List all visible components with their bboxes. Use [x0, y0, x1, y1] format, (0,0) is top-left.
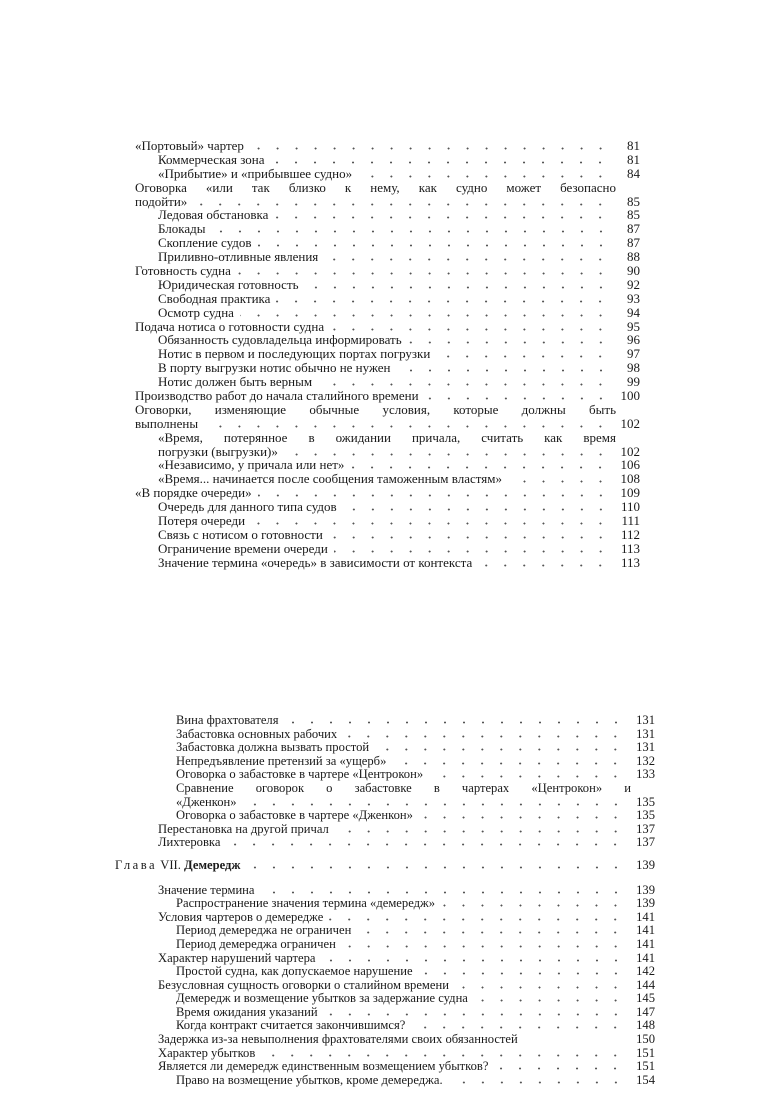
page-number: 141	[636, 950, 655, 965]
page-number: 141	[636, 909, 655, 924]
toc-entry	[115, 1047, 655, 1061]
toc-entry-text: Период демереджа не ограничен	[176, 923, 352, 938]
toc-entry-text: Является ли демередж единственным возмещением убытков?	[158, 1059, 489, 1074]
toc-entry-continuation	[115, 796, 655, 810]
page-number: 131	[636, 726, 655, 741]
toc-entry-text: Безусловная сущность оговорки о сталийном времени	[158, 977, 449, 992]
dot-leader	[240, 307, 610, 317]
dot-leader	[397, 362, 611, 372]
dot-leader	[429, 768, 625, 778]
toc-entry-text: Производство работ до начала сталийного времени	[135, 388, 419, 404]
dot-leader	[247, 859, 625, 869]
dot-leader	[251, 515, 610, 525]
toc-entry-text: Приливно-отливные явления	[158, 249, 319, 265]
toc-entry-continuation	[135, 417, 640, 431]
toc-entry-text: Свободная практика	[158, 290, 271, 306]
toc-entry-line	[135, 431, 640, 445]
dot-leader	[324, 1006, 625, 1016]
dot-leader	[375, 741, 625, 751]
page-number: 112	[620, 526, 640, 542]
toc-entry-text: Задержка из-за невыполнения фрахтователями своих обязанностей	[158, 1032, 518, 1047]
toc-entry	[115, 768, 655, 782]
toc-entry-line	[135, 403, 640, 417]
page-number: 132	[636, 753, 655, 768]
page-number: 87	[627, 221, 640, 237]
dot-leader	[455, 979, 625, 989]
toc-entry	[135, 528, 640, 542]
page-number: 144	[636, 977, 655, 992]
dot-leader	[193, 196, 610, 206]
page-number: 131	[636, 714, 655, 727]
page-number: 102	[620, 443, 640, 459]
toc-entry	[115, 741, 655, 755]
toc-entry	[115, 884, 655, 898]
toc-entry	[115, 728, 655, 742]
page-number: 87	[627, 235, 640, 251]
dot-leader	[212, 223, 610, 233]
page-number: 139	[636, 882, 655, 897]
dot-leader	[261, 884, 625, 894]
toc-entry	[115, 755, 655, 769]
toc-entry-text: «Время, потерянное в ожидании причала, считать как время	[158, 429, 616, 445]
toc-entry-text: «Время... начинается после сообщения таможенным властям»	[158, 471, 502, 487]
toc-entry	[115, 1006, 655, 1020]
dot-leader	[305, 279, 610, 289]
page-number: 150	[636, 1032, 655, 1047]
toc-entry-text: Значение термина «очередь» в зависимости от контекста	[158, 554, 473, 570]
page-number: 85	[627, 193, 640, 209]
dot-leader	[335, 823, 625, 833]
dot-leader	[261, 1047, 625, 1057]
page-number: 148	[636, 1018, 655, 1033]
toc-entry	[115, 952, 655, 966]
dot-leader	[330, 321, 610, 331]
toc-block-top	[135, 139, 640, 571]
dot-leader	[408, 334, 610, 344]
toc-entry	[115, 823, 655, 837]
page-number: 92	[627, 276, 640, 292]
dot-leader	[258, 237, 610, 247]
chapter-prefix: Глава	[115, 857, 158, 872]
toc-entry	[115, 965, 655, 979]
page-number: 135	[636, 794, 655, 809]
toc-entry-text: Блокады	[158, 221, 206, 237]
toc-entry-text: «Прибытие» и «прибывшее судно»	[158, 165, 353, 181]
page-number: 99	[627, 374, 640, 390]
toc-entry-text: Забастовка основных рабочих	[176, 726, 338, 741]
toc-entry-text: Простой судна, как допускаемое нарушение	[176, 964, 413, 979]
toc-list-chapter-6-tail	[115, 714, 655, 850]
page-number: 93	[627, 290, 640, 306]
toc-entry	[135, 292, 640, 306]
page-number: 100	[620, 388, 640, 404]
dot-leader	[274, 209, 610, 219]
dot-leader	[226, 836, 625, 846]
toc-entry-line	[135, 181, 640, 195]
page-number: 141	[636, 936, 655, 951]
toc-entry	[115, 924, 655, 938]
dot-leader	[285, 714, 626, 724]
page-number: 81	[627, 139, 640, 153]
toc-entry	[115, 1074, 655, 1088]
toc-entry-text: «Независимо, у причала или нет»	[158, 457, 345, 473]
dot-leader	[324, 251, 610, 261]
dot-leader	[343, 501, 610, 511]
toc-entry-text: Подача нотиса о готовности судна	[135, 318, 325, 334]
toc-entry-text: Когда контракт считается закончившимся?	[176, 1018, 406, 1033]
page-number: 139	[636, 857, 655, 872]
dot-leader	[343, 728, 625, 738]
toc-entry-text-cont: выполнены	[135, 415, 199, 431]
dot-leader	[237, 265, 610, 275]
dot-leader	[318, 376, 610, 386]
toc-entry-text: Ледовая обстановка	[158, 207, 269, 223]
dot-leader	[508, 473, 610, 483]
dot-leader	[250, 140, 610, 150]
toc-entry-text: Непредъявление претензий за «ущерб»	[176, 753, 387, 768]
toc-entry-text: Условия чартеров о демередже	[158, 909, 324, 924]
dot-leader	[329, 529, 610, 539]
page-number: 85	[627, 207, 640, 223]
toc-entry-continuation	[135, 195, 640, 209]
toc-entry-text: Забастовка должна вызвать простой	[176, 740, 370, 755]
toc-entry	[135, 458, 640, 472]
toc-entry	[135, 153, 640, 167]
toc-entry	[135, 264, 640, 278]
toc-entry	[115, 992, 655, 1006]
toc-entry	[115, 979, 655, 993]
toc-entry	[115, 911, 655, 925]
toc-entry	[135, 333, 640, 347]
toc-entry-text: Характер нарушений чартера	[158, 950, 316, 965]
toc-entry-text: Период демереджа ограничен	[176, 936, 336, 951]
toc-entry	[135, 236, 640, 250]
page-number: 81	[627, 151, 640, 167]
toc-entry-text: Характер убытков	[158, 1045, 256, 1060]
toc-entry-text-cont: «Дженкон»	[176, 794, 237, 809]
toc-entry-text: «В порядке очереди»	[135, 485, 252, 501]
toc-entry	[135, 514, 640, 528]
toc-entry-text: Лихтеровка	[158, 835, 221, 850]
page-number: 139	[636, 896, 655, 911]
dot-leader	[494, 1060, 625, 1070]
dot-leader	[350, 459, 610, 469]
page-number: 137	[636, 821, 655, 836]
page-number: 131	[636, 740, 655, 755]
dot-leader	[270, 154, 610, 164]
page-number: 96	[627, 332, 640, 348]
page-number: 97	[627, 346, 640, 362]
dot-leader	[204, 418, 610, 428]
toc-entry-text: Оговорки, изменяющие обычные условия, которые должны быть	[135, 401, 616, 417]
toc-entry-text: Демередж и возмещение убытков за задержание судна	[176, 991, 468, 1006]
dot-leader	[392, 755, 625, 765]
toc-entry	[115, 836, 655, 850]
page-number: 111	[621, 513, 640, 529]
page-number: 106	[620, 457, 640, 473]
toc-entry	[115, 1019, 655, 1033]
dot-leader	[276, 293, 610, 303]
toc-entry	[135, 306, 640, 320]
toc-entry	[135, 472, 640, 486]
page-number: 145	[636, 991, 655, 1006]
toc-entry-text: Обязанность судовладельца информировать	[158, 332, 402, 348]
toc-entry-text-cont: подойти»	[135, 193, 188, 209]
page-number: 98	[627, 360, 640, 376]
dot-leader	[357, 924, 625, 934]
page-number: 142	[636, 964, 655, 979]
page-number: 113	[620, 554, 640, 570]
page-number: 147	[636, 1004, 655, 1019]
toc-entry-text: «Портовый» чартер	[135, 139, 244, 153]
dot-leader	[474, 992, 625, 1002]
page-number: 95	[627, 318, 640, 334]
toc-entry-text: Скопление судов	[158, 235, 252, 251]
toc-entry	[135, 542, 640, 556]
toc-chapter-heading	[115, 859, 655, 873]
dot-leader	[284, 446, 610, 456]
page-number: 110	[620, 499, 640, 515]
page-number: 141	[636, 923, 655, 938]
page-number: 137	[636, 835, 655, 850]
toc-entry-line	[115, 782, 655, 796]
toc-entry-text: Время ожидания указаний	[176, 1004, 318, 1019]
toc-entry	[135, 556, 640, 570]
page-number: 133	[636, 767, 655, 782]
toc-entry-text: Оговорка о забастовке в чартере «Центрокон»	[176, 767, 424, 782]
toc-entry	[135, 139, 640, 153]
page-number: 151	[636, 1045, 655, 1060]
toc-entry-text: Право на возмещение убытков, кроме демереджа.	[176, 1072, 443, 1087]
toc-entry	[115, 897, 655, 911]
toc-entry-text: Ограничение времени очереди	[158, 540, 328, 556]
toc-entry-text: Распространение значения термина «демередж»	[176, 896, 436, 911]
toc-entry-text: Нотис в первом и последующих портах погрузки	[158, 346, 431, 362]
toc-entry-text: В порту выгрузки нотис обычно не нужен	[158, 360, 391, 376]
toc-entry	[115, 938, 655, 952]
toc-entry	[115, 809, 655, 823]
page-number: 154	[636, 1072, 655, 1087]
toc-list-chapter-7	[115, 884, 655, 1088]
toc-entry-text: Перестановка на другой причал	[158, 821, 329, 836]
toc-entry-text: Связь с нотисом о готовности	[158, 526, 323, 542]
toc-entry	[135, 486, 640, 500]
dot-leader	[258, 487, 610, 497]
toc-entry	[115, 1033, 655, 1047]
dot-leader	[419, 965, 625, 975]
dot-leader	[478, 557, 610, 567]
toc-entry	[135, 500, 640, 514]
dot-leader	[449, 1074, 625, 1084]
toc-entry-text: Потеря очереди	[158, 513, 246, 529]
toc-entry-text: Оговорка «или так близко к нему, как судно может безопасно	[135, 179, 616, 195]
page-number: 113	[620, 540, 640, 556]
toc-entry-text: Осмотр судна	[158, 304, 234, 320]
toc-entry-text: Готовность судна	[135, 263, 231, 279]
page-number: 109	[620, 485, 640, 501]
dot-leader	[358, 168, 610, 178]
page-number: 84	[627, 165, 640, 181]
dot-leader	[411, 1019, 625, 1029]
dot-leader	[334, 543, 610, 553]
toc-entry-text: Сравнение оговорок о забастовке в чартерах «Центрокон» и	[176, 780, 631, 795]
toc-entry-text: Оговорка о забастовке в чартере «Дженкон»	[176, 808, 413, 823]
dot-leader	[322, 952, 625, 962]
toc-entry-text: Очередь для данного типа судов	[158, 499, 337, 515]
toc-entry	[135, 375, 640, 389]
toc-block-bottom	[115, 714, 655, 1101]
toc-entry-text: Нотис должен быть верным	[158, 374, 313, 390]
dot-leader	[342, 938, 625, 948]
toc-entry	[115, 1060, 655, 1074]
toc-entry-text: Значение термина	[158, 882, 255, 897]
page-number: 94	[627, 304, 640, 320]
toc-entry	[135, 361, 640, 375]
dot-leader	[441, 897, 625, 907]
toc-entry	[115, 714, 655, 728]
page-number: 108	[620, 471, 640, 487]
page-number: 90	[627, 263, 640, 279]
toc-entry	[135, 389, 640, 403]
toc-entry	[135, 167, 640, 181]
dot-leader	[436, 348, 610, 358]
toc-entry	[135, 208, 640, 222]
page-number: 102	[620, 415, 640, 431]
chapter-title: Демередж	[184, 857, 241, 872]
toc-entry	[135, 320, 640, 334]
dot-leader	[419, 809, 625, 819]
page-number: 151	[636, 1059, 655, 1074]
page-number: 135	[636, 808, 655, 823]
toc-entry-text: Юридическая готовность	[158, 276, 299, 292]
chapter-number: VII.	[160, 857, 181, 872]
dot-leader	[329, 911, 625, 921]
toc-entry-text: Вина фрахтователя	[176, 714, 279, 727]
toc-entry	[135, 347, 640, 361]
toc-entry	[135, 250, 640, 264]
toc-entry-text: Коммерческая зона	[158, 151, 265, 167]
toc-entry-text-cont: погрузки (выгрузки)»	[158, 443, 278, 459]
toc-entry	[135, 222, 640, 236]
toc-entry	[135, 278, 640, 292]
dot-leader	[524, 1033, 625, 1043]
dot-leader	[425, 390, 610, 400]
dot-leader	[243, 796, 625, 806]
toc-entry-continuation	[135, 445, 640, 459]
page-number: 88	[627, 249, 640, 265]
